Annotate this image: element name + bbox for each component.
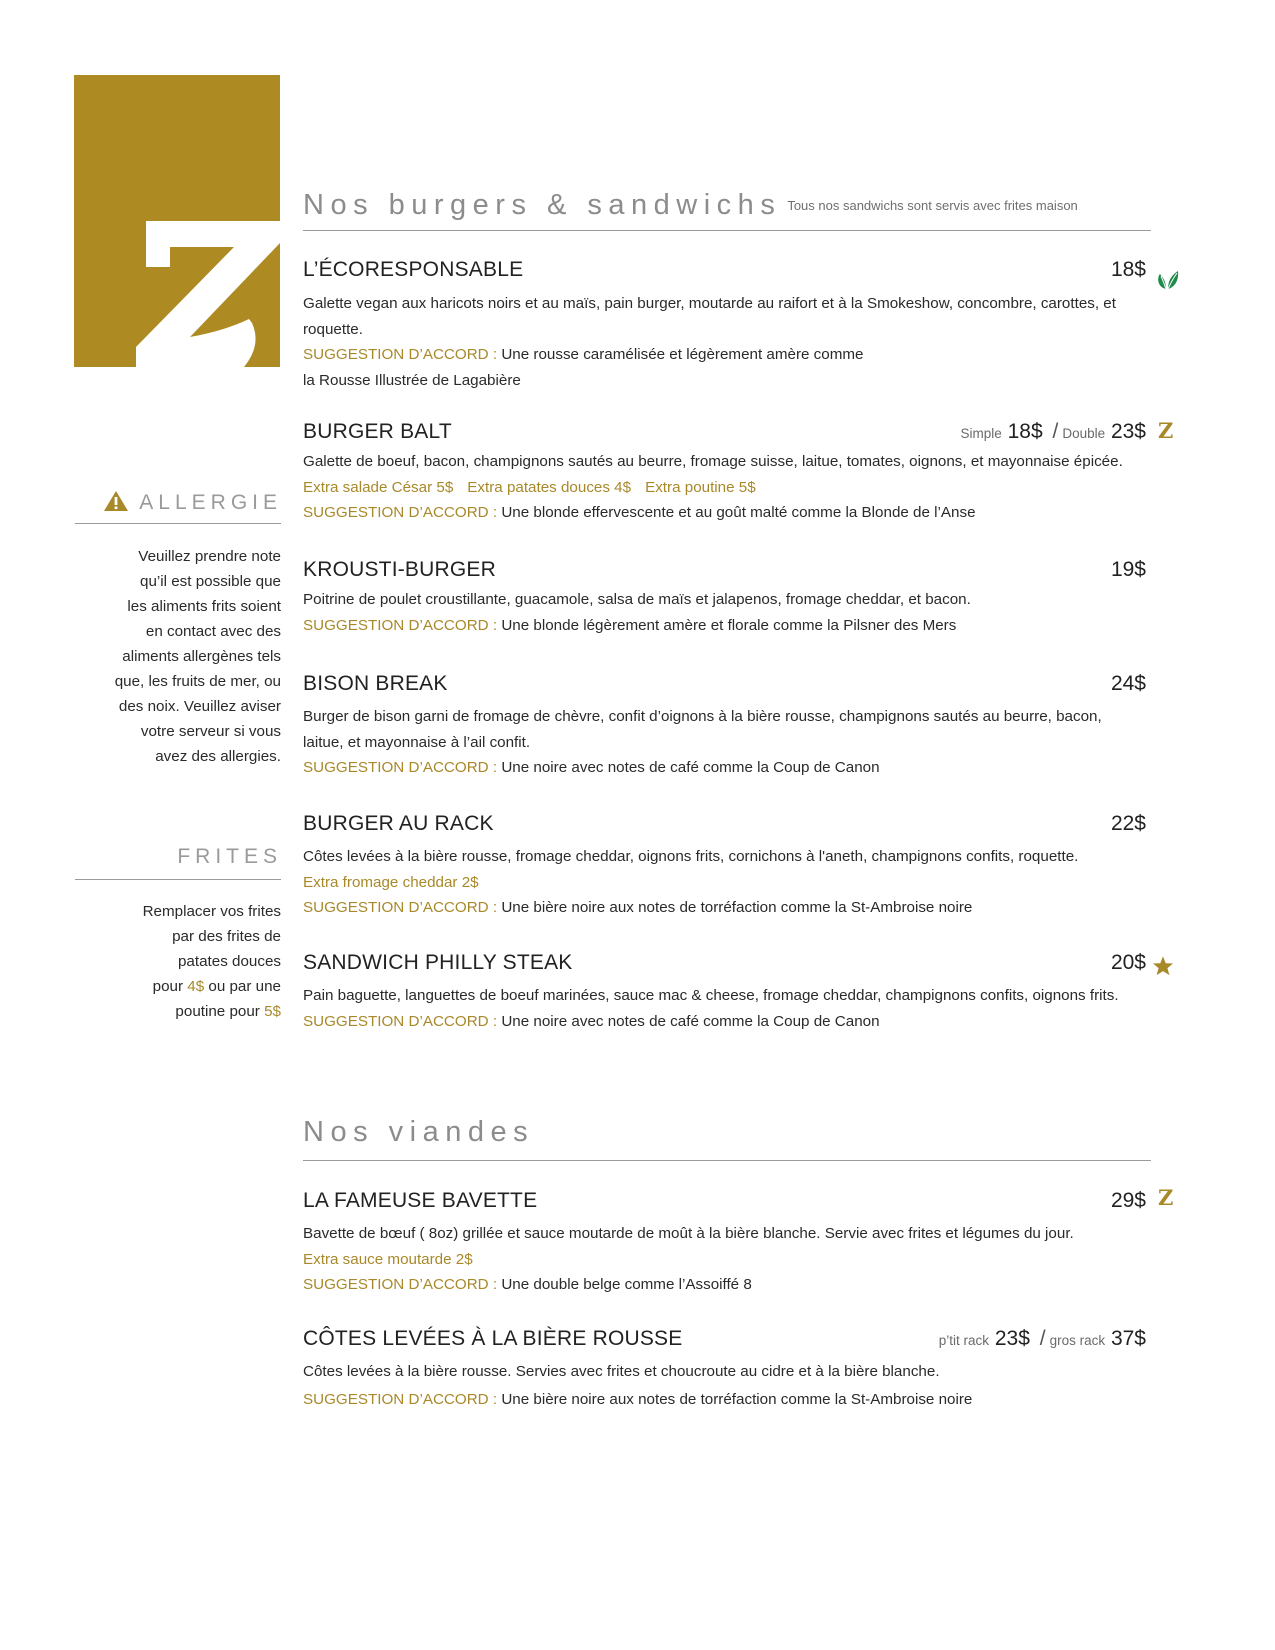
allergy-line: aliments allergènes tels	[122, 648, 281, 665]
z-icon: Z	[1158, 418, 1174, 443]
fries-text-post: ou par une	[204, 978, 281, 995]
allergy-line: en contact avec des	[145, 623, 281, 640]
fries-line	[75, 999, 281, 1024]
item-description	[303, 449, 1151, 475]
price-value: 23$	[1110, 420, 1146, 443]
item-name: BISON BREAK	[303, 672, 448, 695]
leaf-icon	[1155, 268, 1179, 292]
desc-line: Poitrine de poulet croustillante, guacamole, salsa de maïs et jalapenos, fromage cheddar, et bacon.	[303, 591, 971, 608]
fries-text-pre: pour	[152, 978, 188, 995]
desc-line: Bavette de bœuf ( 8oz) grillée et sauce moutarde de moût à la bière blanche. Servie avec frites et légumes du jour.	[303, 1225, 1074, 1242]
menu-item-cotes-levees	[303, 1325, 1151, 1413]
allergy-text	[75, 544, 281, 769]
pairing-text: Une rousse caramélisée et légèrement amère comme	[501, 346, 864, 363]
poutine-price: 5$	[264, 1003, 281, 1020]
item-extras	[303, 1247, 1151, 1273]
desc-line: Galette de boeuf, bacon, champignons sautés au beurre, fromage suisse, laitue, tomates, oignons, et mayonnaise épicée.	[303, 453, 1123, 470]
burgers-section-title	[303, 189, 1078, 222]
price-separator: /	[1052, 420, 1059, 443]
item-name: BURGER BALT	[303, 420, 452, 443]
desc-line: Galette vegan aux haricots noirs et au maïs, pain burger, moutarde au raifort et à la Smokeshow, concombre, carottes, et	[303, 295, 1116, 312]
item-price: 19$	[1110, 558, 1146, 581]
item-price: 18$	[1110, 258, 1146, 281]
pairing-suggestion	[303, 1272, 1151, 1298]
warning-icon	[103, 490, 129, 512]
price-value: 18$	[1007, 420, 1043, 443]
pairing-suggestion	[303, 1009, 1151, 1035]
menu-item-philly-steak	[303, 949, 1151, 1035]
fries-line: Remplacer vos frites	[142, 903, 281, 920]
price-label: Simple	[960, 426, 1002, 441]
item-description	[303, 983, 1151, 1009]
pairing-suggestion	[303, 500, 1151, 526]
pairing-label: SUGGESTION D’ACCORD :	[303, 759, 498, 776]
item-name: CÔTES LEVÉES À LA BIÈRE ROUSSE	[303, 1327, 683, 1350]
burgers-divider	[303, 230, 1151, 231]
pairing-text: Une blonde légèrement amère et florale comme la Pilsner des Mers	[501, 616, 957, 634]
pairing-text: Une bière noire aux notes de torréfaction comme la St-Ambroise noire	[501, 899, 973, 916]
sweet-potato-price: 4$	[187, 978, 205, 995]
extra-option: Extra fromage cheddar 2$	[303, 873, 479, 891]
item-description	[303, 844, 1151, 870]
desc-line: laitue, et mayonnaise à l’ail confit.	[303, 733, 531, 751]
price-label: gros rack	[1049, 1333, 1106, 1348]
item-price: 24$	[1110, 672, 1146, 695]
item-price: 20$	[1110, 951, 1146, 974]
fries-line: patates douces	[177, 953, 281, 970]
item-extras	[303, 475, 1151, 501]
pairing-label: SUGGESTION D’ACCORD :	[303, 1390, 498, 1408]
allergy-line: qu’il est possible que	[140, 573, 281, 590]
pairing-label: SUGGESTION D’ACCORD :	[303, 899, 498, 916]
item-description	[303, 291, 1151, 342]
allergy-line: avez des allergies.	[155, 748, 281, 765]
item-description	[303, 704, 1151, 755]
item-price	[960, 418, 1146, 448]
pairing-text: Une blonde effervescente et au goût malté comme la Blonde de l’Anse	[501, 504, 976, 521]
desc-line: roquette.	[303, 320, 363, 338]
allergy-line: les aliments frits soient	[127, 598, 281, 615]
extra-option: Extra salade César 5$	[303, 478, 454, 496]
allergy-heading	[103, 490, 282, 515]
fries-line: par des frites de	[172, 928, 281, 945]
menu-item-ecoresponsable	[303, 256, 1151, 394]
pairing-label: SUGGESTION D’ACCORD :	[303, 1276, 498, 1293]
pairing-suggestion	[303, 1387, 1151, 1413]
meats-divider	[303, 1160, 1151, 1161]
section-title-text: Nos burgers & sandwichs	[303, 189, 782, 221]
pairing-suggestion	[303, 613, 1151, 639]
menu-item-bavette	[303, 1187, 1151, 1298]
fries-text-pre: poutine pour	[175, 1003, 265, 1020]
extra-option: Extra patates douces 4$	[467, 478, 632, 496]
pairing-label: SUGGESTION D’ACCORD :	[303, 504, 498, 521]
pairing-label: SUGGESTION D’ACCORD :	[303, 346, 498, 363]
pairing-text: Une bière noire aux notes de torréfaction comme la St-Ambroise noire	[501, 1390, 973, 1408]
restaurant-logo	[74, 75, 280, 367]
price-label: Double	[1062, 426, 1106, 441]
menu-item-krousti-burger	[303, 556, 1151, 639]
pairing-suggestion	[303, 755, 1151, 781]
menu-item-bison-break	[303, 670, 1151, 781]
pairing-label: SUGGESTION D’ACCORD :	[303, 616, 498, 634]
item-description	[303, 1221, 1151, 1247]
item-price: 29$	[1110, 1189, 1146, 1212]
fries-text	[75, 899, 281, 1024]
item-price: 22$	[1110, 812, 1146, 835]
extra-option: Extra sauce moutarde 2$	[303, 1250, 473, 1268]
fries-title: FRITES	[177, 845, 282, 868]
pairing-text: Une noire avec notes de café comme la Coup de Canon	[501, 1012, 880, 1030]
allergy-line: votre serveur si vous	[140, 723, 281, 740]
extra-option: Extra poutine 5$	[645, 478, 756, 496]
allergy-line: des noix. Veuillez aviser	[118, 698, 281, 715]
desc-line: Pain baguette, languettes de boeuf marinées, sauce mac & cheese, fromage cheddar, champignons confits, oignons frits.	[303, 987, 1119, 1004]
pairing-label: SUGGESTION D’ACCORD :	[303, 1012, 498, 1030]
desc-line: Côtes levées à la bière rousse. Servies avec frites et choucroute au cidre et à la bière blanche.	[303, 1363, 940, 1380]
section-note: Tous nos sandwichs sont servis avec frites maison	[787, 198, 1078, 213]
item-name: L’ÉCORESPONSABLE	[303, 258, 524, 281]
price-value: 23$	[994, 1327, 1030, 1350]
z-icon: Z	[1158, 1185, 1174, 1210]
pairing-suggestion	[303, 895, 1151, 921]
item-extras	[303, 870, 1151, 896]
star-icon	[1152, 955, 1174, 977]
menu-item-burger-balt	[303, 418, 1151, 526]
item-price	[939, 1325, 1146, 1355]
allergy-line: Veuillez prendre note	[138, 548, 281, 565]
price-value: 37$	[1110, 1327, 1146, 1350]
price-separator: /	[1039, 1327, 1046, 1350]
fries-line	[75, 974, 281, 999]
desc-line: Côtes levées à la bière rousse, fromage cheddar, oignons frits, cornichons à l'aneth, champignons confits, roquette.	[303, 848, 1079, 865]
meats-section-title: Nos viandes	[303, 1116, 535, 1148]
allergy-line: que, les fruits de mer, ou	[114, 673, 281, 690]
item-name: KROUSTI-BURGER	[303, 558, 496, 581]
desc-line: Burger de bison garni de fromage de chèvre, confit d’oignons à la bière rousse, champignons sautés au beurre, bacon,	[303, 708, 1102, 725]
item-name: BURGER AU RACK	[303, 812, 494, 835]
pairing-text: Une double belge comme l’Assoiffé 8	[501, 1276, 752, 1293]
menu-item-burger-au-rack	[303, 810, 1151, 921]
pairing-text: la Rousse Illustrée de Lagabière	[303, 372, 521, 389]
pairing-text: Une noire avec notes de café comme la Coup de Canon	[501, 759, 880, 776]
pairing-suggestion	[303, 342, 1151, 394]
allergy-title: ALLERGIE	[139, 491, 282, 514]
allergy-divider	[75, 523, 281, 524]
fries-divider	[75, 879, 281, 880]
item-description	[303, 1359, 1151, 1385]
price-label: p’tit rack	[938, 1333, 989, 1348]
item-description	[303, 587, 1151, 613]
item-name: LA FAMEUSE BAVETTE	[303, 1189, 538, 1212]
item-name: SANDWICH PHILLY STEAK	[303, 951, 573, 974]
